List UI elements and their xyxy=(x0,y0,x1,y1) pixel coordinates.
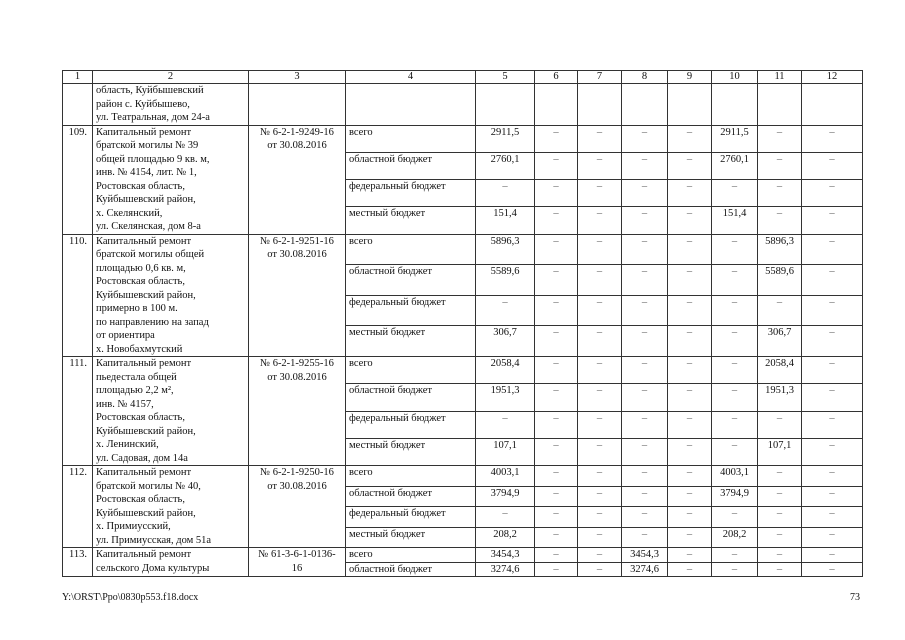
value-cell-col-5: 306,7 xyxy=(476,326,535,357)
value-cell-col-10: – xyxy=(712,548,758,563)
row-number-cell: 113. xyxy=(63,548,93,577)
funding-source-cell: областной бюджет xyxy=(346,265,476,296)
row-number-cell: 109. xyxy=(63,125,93,234)
value-cell-col-6: – xyxy=(535,152,578,179)
value-cell-col-8: – xyxy=(622,207,668,234)
funding-source-cell: областной бюджет xyxy=(346,486,476,507)
header-col-2: 2 xyxy=(93,71,249,84)
value-cell-col-5: – xyxy=(476,507,535,528)
value-cell-col-6: – xyxy=(535,326,578,357)
value-cell-col-12: – xyxy=(802,411,863,438)
funding-source-cell: всего xyxy=(346,548,476,563)
value-cell-col-7: – xyxy=(578,326,622,357)
value-cell-col-12: – xyxy=(802,265,863,296)
value-cell-col-12: – xyxy=(802,562,863,577)
value-cell-col-11: 2058,4 xyxy=(758,357,802,384)
value-cell-col-12: – xyxy=(802,438,863,465)
value-cell-col-5: 5896,3 xyxy=(476,234,535,265)
value-cell-col-7: – xyxy=(578,152,622,179)
value-cell-col-8: – xyxy=(622,507,668,528)
value-cell-col-8: – xyxy=(622,265,668,296)
value-cell-col-8: – xyxy=(622,438,668,465)
document-cell: № 61-3-6-1-0136- 16 xyxy=(249,548,346,577)
value-cell-col-8: – xyxy=(622,125,668,152)
value-cell-col-8: – xyxy=(622,326,668,357)
header-col-6: 6 xyxy=(535,71,578,84)
value-cell-col-5: 107,1 xyxy=(476,438,535,465)
header-col-3: 3 xyxy=(249,71,346,84)
value-cell-col-8: – xyxy=(622,295,668,326)
value-cell-col-11: – xyxy=(758,411,802,438)
value-cell-col-10: 2911,5 xyxy=(712,125,758,152)
value-cell-col-10: – xyxy=(712,234,758,265)
value-cell-col-6: – xyxy=(535,411,578,438)
value-cell-col-5: 5589,6 xyxy=(476,265,535,296)
value-cell-col-12: – xyxy=(802,295,863,326)
value-cell-col-11: 1951,3 xyxy=(758,384,802,411)
value-cell-col-10: 4003,1 xyxy=(712,466,758,487)
budget-table xyxy=(62,70,863,577)
value-cell-col-5: 2911,5 xyxy=(476,125,535,152)
header-col-5: 5 xyxy=(476,71,535,84)
value-cell-col-8: – xyxy=(622,357,668,384)
value-cell-col-6: – xyxy=(535,180,578,207)
value-cell-col-5: 1951,3 xyxy=(476,384,535,411)
funding-source-cell: федеральный бюджет xyxy=(346,411,476,438)
value-cell-col-5: 3454,3 xyxy=(476,548,535,563)
value-cell-col-10: – xyxy=(712,265,758,296)
value-cell-col-9: – xyxy=(668,527,712,548)
value-cell-col-10: – xyxy=(712,180,758,207)
value-cell-col-9: – xyxy=(668,466,712,487)
document-cell: № 6-2-1-9255-16 от 30.08.2016 xyxy=(249,357,346,466)
funding-source-cell: всего xyxy=(346,357,476,384)
value-cell-col-8: – xyxy=(622,234,668,265)
value-cell-col-9: – xyxy=(668,265,712,296)
source-cell xyxy=(346,84,476,126)
value-cell-col-6: – xyxy=(535,234,578,265)
value-cell-col-6: – xyxy=(535,384,578,411)
value-cell-col-7: – xyxy=(578,357,622,384)
value-cell-col-7: – xyxy=(578,486,622,507)
row-number-cell: 112. xyxy=(63,466,93,548)
header-col-9: 9 xyxy=(668,71,712,84)
document-cell: № 6-2-1-9249-16 от 30.08.2016 xyxy=(249,125,346,234)
value-cell-col-8: – xyxy=(622,180,668,207)
footer-file-path: Y:\ORST\Ppo\0830p553.f18.docx xyxy=(62,592,199,603)
value-cell-col-11: – xyxy=(758,486,802,507)
value-cell-col-7: – xyxy=(578,295,622,326)
value-cell-col-8: – xyxy=(622,411,668,438)
value-cell-col-6: – xyxy=(535,486,578,507)
value-cell-col-12: – xyxy=(802,466,863,487)
table-header-row xyxy=(63,71,863,84)
value-cell-col-6: – xyxy=(535,207,578,234)
object-cell: Капитальный ремонт братской могилы общей площадью 0,6 кв. м, Ростовская область, Куйбышевский район, примерно в 100 м. по направлению на запад от ориентира х. Новобахмутский xyxy=(93,234,249,357)
row-number-cell: 110. xyxy=(63,234,93,357)
funding-source-cell: федеральный бюджет xyxy=(346,180,476,207)
value-cell-col-6: – xyxy=(535,125,578,152)
value-cell-col-9: – xyxy=(668,180,712,207)
value-cell-col-7: – xyxy=(578,125,622,152)
value-cell-col-8: 3454,3 xyxy=(622,548,668,563)
value-cell-col-7: – xyxy=(578,265,622,296)
value-cell-col-6: – xyxy=(535,466,578,487)
value-cell-col-10: 208,2 xyxy=(712,527,758,548)
continuation-row xyxy=(63,84,863,126)
value-cell-col-10: – xyxy=(712,326,758,357)
value-cell-col-10: – xyxy=(712,562,758,577)
document-cell: № 6-2-1-9250-16 от 30.08.2016 xyxy=(249,466,346,548)
value-cell-col-11: – xyxy=(758,295,802,326)
funding-source-cell: местный бюджет xyxy=(346,207,476,234)
table-row xyxy=(63,234,863,265)
table-row xyxy=(63,125,863,152)
value-cell-col-7: – xyxy=(578,527,622,548)
document-cell xyxy=(249,84,346,126)
value-cell-col-9: – xyxy=(668,486,712,507)
value-cell-col-11: – xyxy=(758,527,802,548)
value-cell-col-10: 151,4 xyxy=(712,207,758,234)
funding-source-cell: всего xyxy=(346,125,476,152)
value-cell-col-12: – xyxy=(802,180,863,207)
table-row xyxy=(63,357,863,384)
value-cell-col-6: – xyxy=(535,357,578,384)
funding-source-cell: федеральный бюджет xyxy=(346,507,476,528)
funding-source-cell: областной бюджет xyxy=(346,562,476,577)
value-cell-col-6: – xyxy=(535,438,578,465)
value-cell-col-5: 151,4 xyxy=(476,207,535,234)
value-cell-col-12: – xyxy=(802,207,863,234)
object-cell: Капитальный ремонт братской могилы № 39 общей площадью 9 кв. м, инв. № 4154, лит. № 1, Ростовская область, Куйбышевский район, х. Скелянский, ул. Скелянская, дом 8-а xyxy=(93,125,249,234)
object-cell: Капитальный ремонт сельского Дома культуры xyxy=(93,548,249,577)
table-row xyxy=(63,548,863,563)
value-cell-col-11: – xyxy=(758,152,802,179)
value-cell-col-7: – xyxy=(578,548,622,563)
value-cell-col-11: 306,7 xyxy=(758,326,802,357)
value-cell-col-7: – xyxy=(578,466,622,487)
value-cell-col-9: – xyxy=(668,438,712,465)
value-cell-col-6: – xyxy=(535,527,578,548)
value-cell-col-7: – xyxy=(578,411,622,438)
value-cell-col-9: – xyxy=(668,357,712,384)
value-cell-col-7: – xyxy=(578,384,622,411)
header-col-11: 11 xyxy=(758,71,802,84)
value-cell-col-9: – xyxy=(668,152,712,179)
value-cell-col-12: – xyxy=(802,234,863,265)
value-cell-col-12: – xyxy=(802,357,863,384)
value-cell-col-12: – xyxy=(802,486,863,507)
value-cell-col-12: – xyxy=(802,125,863,152)
value-cell-col-6: – xyxy=(535,265,578,296)
header-col-8: 8 xyxy=(622,71,668,84)
value-cell-col-5: 2760,1 xyxy=(476,152,535,179)
value-cell-col-8: – xyxy=(622,152,668,179)
object-cell: Капитальный ремонт братской могилы № 40, Ростовская область, Куйбышевский район, х. Примиусский, ул. Примиусская, дом 51а xyxy=(93,466,249,548)
value-cell-col-9: – xyxy=(668,125,712,152)
value-cell-col-11: – xyxy=(758,207,802,234)
value-cell-col-6: – xyxy=(535,548,578,563)
value-cell-col-9: – xyxy=(668,507,712,528)
funding-source-cell: областной бюджет xyxy=(346,384,476,411)
value-cell-col-5: 2058,4 xyxy=(476,357,535,384)
value-cell-col-11: – xyxy=(758,466,802,487)
value-cell-col-12: – xyxy=(802,507,863,528)
value-cell-col-9: – xyxy=(668,234,712,265)
value-cell-col-7: – xyxy=(578,207,622,234)
value-cell-col-8: 3274,6 xyxy=(622,562,668,577)
row-number-cell: 111. xyxy=(63,357,93,466)
document-cell: № 6-2-1-9251-16 от 30.08.2016 xyxy=(249,234,346,357)
value-cell-col-6: – xyxy=(535,507,578,528)
value-cell-col-5: 3274,6 xyxy=(476,562,535,577)
value-cell-col-11: 107,1 xyxy=(758,438,802,465)
value-cell-col-7: – xyxy=(578,180,622,207)
value-cell-col-8: – xyxy=(622,486,668,507)
header-col-1: 1 xyxy=(63,71,93,84)
value-cell-col-10: – xyxy=(712,384,758,411)
value-cell-col-10: – xyxy=(712,507,758,528)
value-cell-col-12: – xyxy=(802,384,863,411)
value-cell-col-10: – xyxy=(712,295,758,326)
value-cell-col-10: – xyxy=(712,357,758,384)
value-cell-col-10: 2760,1 xyxy=(712,152,758,179)
value-cell-col-5: – xyxy=(476,411,535,438)
value-cell-col-6: – xyxy=(535,562,578,577)
funding-source-cell: областной бюджет xyxy=(346,152,476,179)
value-cell-col-11: – xyxy=(758,180,802,207)
funding-source-cell: всего xyxy=(346,466,476,487)
value-cell-col-11: – xyxy=(758,507,802,528)
value-cell-col-10: – xyxy=(712,411,758,438)
value-cell-col-5: – xyxy=(476,295,535,326)
object-cell: область, Куйбышевский район с. Куйбышево, ул. Театральная, дом 24-а xyxy=(93,84,249,126)
header-col-10: 10 xyxy=(712,71,758,84)
table-row xyxy=(63,466,863,487)
value-cell-col-8: – xyxy=(622,384,668,411)
value-cell-col-10: – xyxy=(712,438,758,465)
funding-source-cell: местный бюджет xyxy=(346,438,476,465)
object-cell: Капитальный ремонт пьедестала общей площадью 2,2 м², инв. № 4157, Ростовская область, Куйбышевский район, х. Ленинский, ул. Садовая, дом 14а xyxy=(93,357,249,466)
value-cell-col-5: 208,2 xyxy=(476,527,535,548)
value-cell-col-9: – xyxy=(668,384,712,411)
value-cell-col-9: – xyxy=(668,207,712,234)
value-cell-col-8: – xyxy=(622,466,668,487)
value-cell-col-11: – xyxy=(758,562,802,577)
value-cell-col-7: – xyxy=(578,507,622,528)
funding-source-cell: местный бюджет xyxy=(346,326,476,357)
footer-page-number: 73 xyxy=(850,592,860,603)
value-cell-col-9: – xyxy=(668,548,712,563)
value-cell-col-7: – xyxy=(578,234,622,265)
value-cell-col-9: – xyxy=(668,295,712,326)
value-cell-col-9: – xyxy=(668,326,712,357)
value-cell-col-5: – xyxy=(476,180,535,207)
table-body xyxy=(63,84,863,577)
header-col-4: 4 xyxy=(346,71,476,84)
header-col-7: 7 xyxy=(578,71,622,84)
value-cell-col-10: 3794,9 xyxy=(712,486,758,507)
funding-source-cell: местный бюджет xyxy=(346,527,476,548)
value-cell-col-9: – xyxy=(668,411,712,438)
value-cell-col-5: 3794,9 xyxy=(476,486,535,507)
value-cell-col-7: – xyxy=(578,562,622,577)
value-cell-col-11: – xyxy=(758,125,802,152)
value-cell-col-9: – xyxy=(668,562,712,577)
value-cell-col-11: 5589,6 xyxy=(758,265,802,296)
value-cell-col-8: – xyxy=(622,527,668,548)
header-col-12: 12 xyxy=(802,71,863,84)
value-cell-col-12: – xyxy=(802,326,863,357)
value-cell-col-11: – xyxy=(758,548,802,563)
value-cell-col-12: – xyxy=(802,527,863,548)
value-cell-col-7: – xyxy=(578,438,622,465)
value-cell-col-5: 4003,1 xyxy=(476,466,535,487)
value-cell-col-12: – xyxy=(802,548,863,563)
funding-source-cell: всего xyxy=(346,234,476,265)
value-cell-col-12: – xyxy=(802,152,863,179)
value-cell-col-6: – xyxy=(535,295,578,326)
funding-source-cell: федеральный бюджет xyxy=(346,295,476,326)
value-cell-col-11: 5896,3 xyxy=(758,234,802,265)
row-number-cell xyxy=(63,84,93,126)
